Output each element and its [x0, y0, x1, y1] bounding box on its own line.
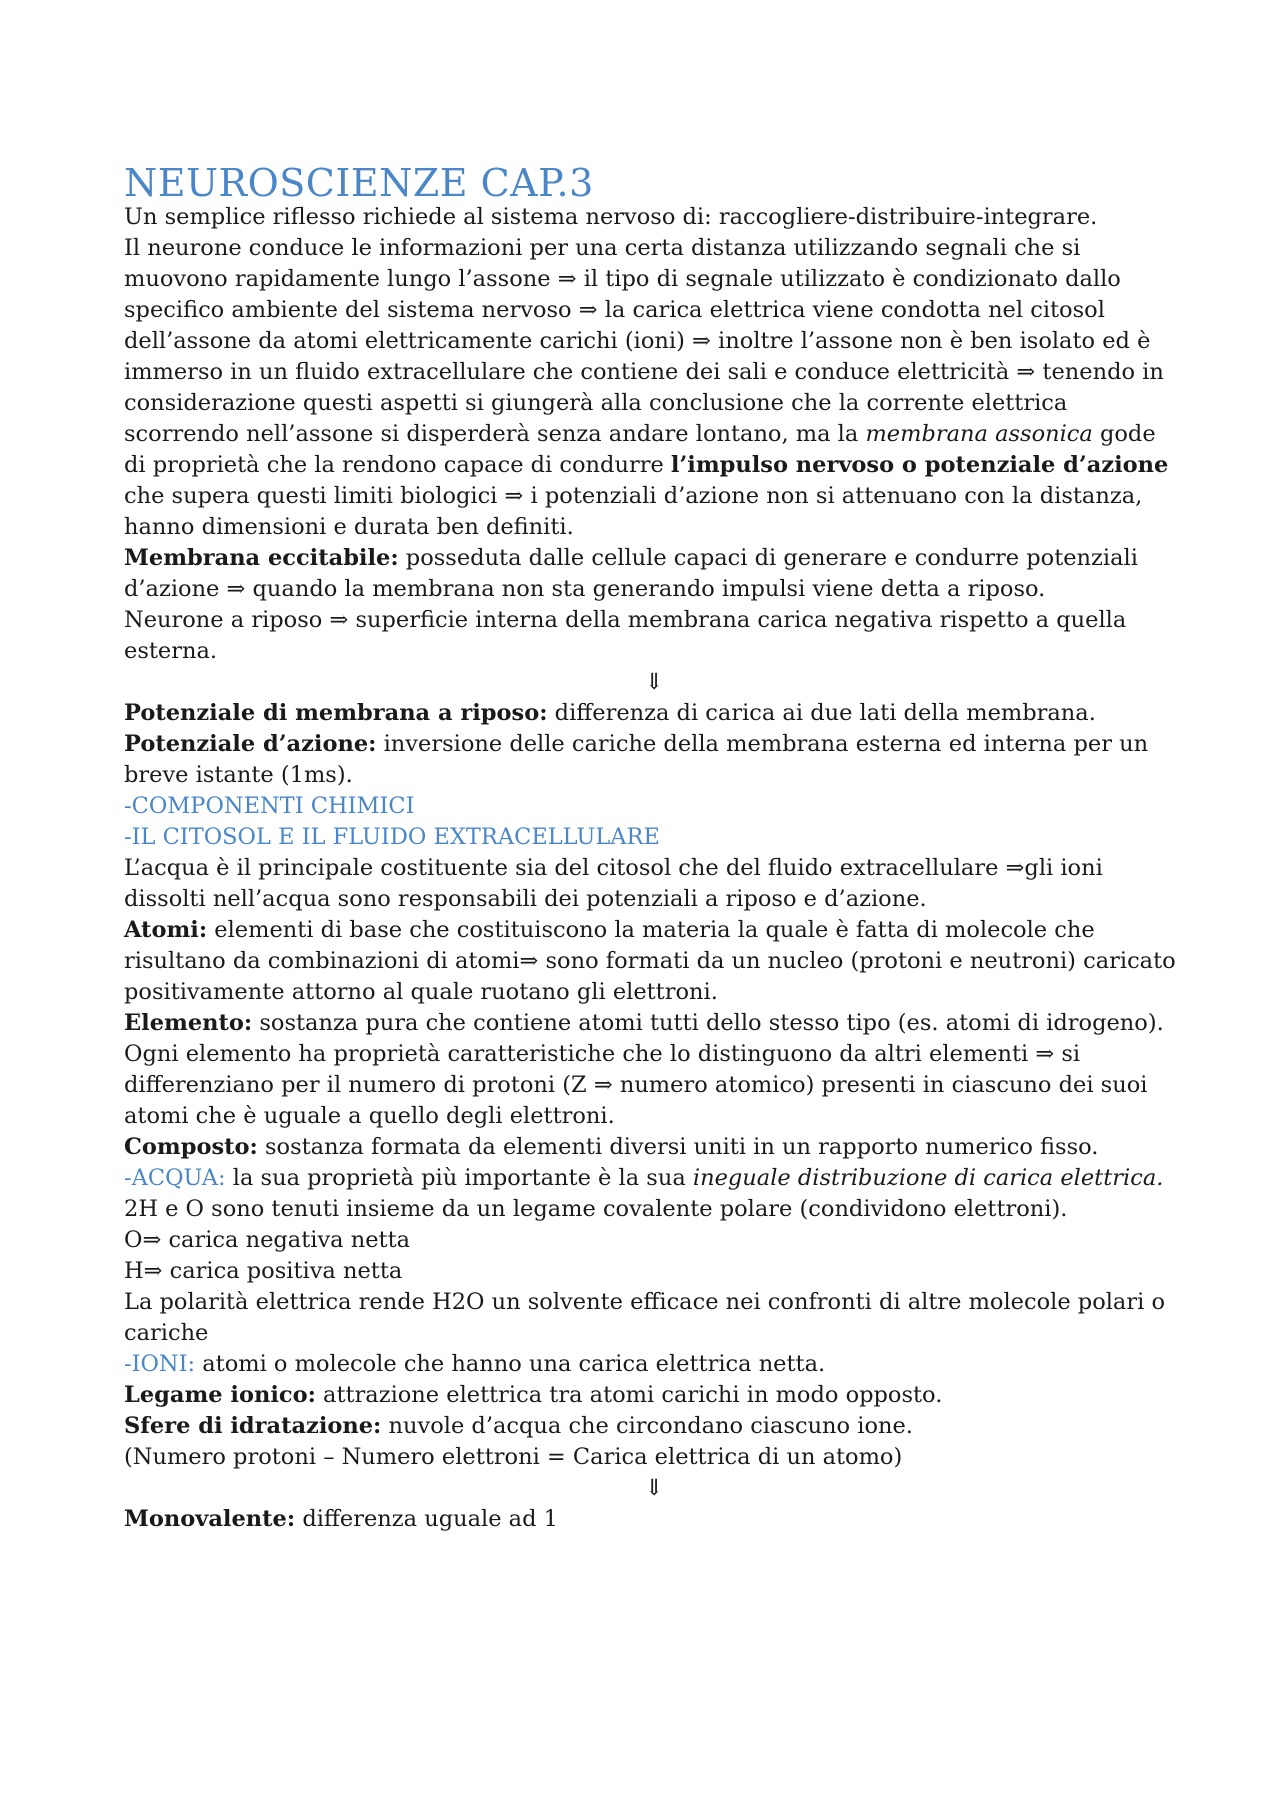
definition-composto — [124, 1132, 1184, 1163]
line-idrogeno: H⇒ carica positiva netta — [124, 1258, 403, 1284]
definition-membrana-eccitabile — [124, 543, 1184, 605]
text-segment: la sua proprietà più importante è la sua — [225, 1165, 693, 1191]
definition-term: Potenziale di membrana a riposo: — [124, 700, 548, 726]
definition-term: Atomi: — [124, 917, 208, 943]
definition-text: sostanza formata da elementi diversi uniti in un rapporto numerico fisso. — [257, 1134, 1099, 1160]
definition-term: Legame ionico: — [124, 1382, 316, 1408]
definition-term: Elemento: — [124, 1010, 253, 1036]
definition-term: Composto: — [124, 1134, 258, 1160]
section-heading-componenti-chimici: -COMPONENTI CHIMICI — [124, 793, 415, 819]
section-ioni — [124, 1349, 1184, 1380]
definition-text: nuvole d’acqua che circondano ciascuno ione. — [381, 1413, 913, 1439]
paragraph-neurone-riposo: Neurone a riposo ⇒ superficie interna della membrana carica negativa rispetto a quella esterna. — [124, 607, 1127, 664]
text-segment: 2H e O sono tenuti insieme da un legame covalente polare (condividono elettroni). — [124, 1196, 1068, 1222]
definition-term: Potenziale d’azione: — [124, 731, 377, 757]
definition-potenziale-riposo — [124, 698, 1184, 729]
section-heading-citosol: -IL CITOSOL E IL FLUIDO EXTRACELLULARE — [124, 824, 660, 850]
definition-text: sostanza pura che contiene atomi tutti dello stesso tipo (es. atomi di idrogeno). Ogni elemento ha proprietà caratteristiche che lo distinguono da altri elementi ⇒ si differenziano per il numero di protoni (Z ⇒ numero atomico) presenti in ciascuno dei suoi atomi che è uguale a quello degli elettroni. — [124, 1010, 1164, 1129]
text-segment: Il neurone conduce le informazioni per una certa distanza utilizzando segnali che si muovono rapidamente lungo l’assone ⇒ il tipo di segnale utilizzato è condizionato dallo specifico ambiente del sistema nervoso ⇒ la carica elettrica viene condotta nel citosol dell’assone da atomi elettricamente carichi (ioni) ⇒ inoltre l’assone non è ben isolato ed è immerso in un fluido extracellulare che contiene dei sali e conduce elettricità ⇒ tenendo in considerazione questi aspetti si giungerà alla conclusione che la corrente elettrica scorrendo nell’assone si disperderà senza andare lontano, ma la — [124, 235, 1164, 447]
definition-monovalente — [124, 1504, 1184, 1535]
paragraph-neurone — [124, 233, 1184, 543]
text-segment: che supera questi limiti biologici ⇒ i potenziali d’azione non si attenuano con la distanza, hanno dimensioni e durata ben definiti. — [124, 483, 1143, 540]
definition-text: differenza uguale ad 1 — [295, 1506, 558, 1532]
arrow-down-icon: ⇓ — [644, 669, 664, 695]
formula-carica: (Numero protoni – Numero elettroni = Carica elettrica di un atomo) — [124, 1444, 903, 1470]
definition-atomi — [124, 915, 1184, 1008]
italic-term-membrana-assonica: membrana assonica — [865, 421, 1093, 447]
paragraph-riflesso: Un semplice riflesso richiede al sistema nervoso di: raccogliere-distribuire-integrare. — [124, 204, 1098, 230]
definition-sfere-idratazione — [124, 1411, 1184, 1442]
paragraph-acqua-intro: L’acqua è il principale costituente sia del citosol che del fluido extracellulare ⇒gli ioni dissolti nell’acqua sono responsabili dei potenziali a riposo e d’azione. — [124, 855, 1103, 912]
text-segment: gode di proprietà che la rendono capace di condurre — [124, 421, 1156, 478]
definition-elemento — [124, 1008, 1184, 1132]
text-segment: atomi o molecole che hanno una carica elettrica netta. — [195, 1351, 826, 1377]
definition-text: attrazione elettrica tra atomi carichi in modo opposto. — [315, 1382, 943, 1408]
document-page — [124, 160, 1184, 1535]
section-label-ioni: -IONI: — [124, 1351, 196, 1377]
bold-term-impulso-nervoso: l’impulso nervoso o potenziale d’azione — [670, 452, 1169, 478]
definition-text: elementi di base che costituiscono la materia la quale è fatta di molecole che risultano da combinazioni di atomi⇒ sono formati da un nucleo (protoni e neutroni) caricato positivamente attorno al quale ruotano gli elettroni. — [124, 917, 1176, 1005]
definition-term: Monovalente: — [124, 1506, 296, 1532]
italic-term-distribuzione: ineguale distribuzione di carica elettrica. — [692, 1165, 1164, 1191]
page-title: NEUROSCIENZE CAP.3 — [124, 161, 594, 205]
definition-term: Sfere di idratazione: — [124, 1413, 382, 1439]
paragraph-polarita: La polarità elettrica rende H2O un solvente efficace nei confronti di altre molecole polari o cariche — [124, 1289, 1165, 1346]
arrow-down-icon: ⇓ — [644, 1475, 664, 1501]
line-ossigeno: O⇒ carica negativa netta — [124, 1227, 411, 1253]
definition-potenziale-azione — [124, 729, 1184, 791]
definition-text: posseduta dalle cellule capaci di generare e condurre potenziali d’azione ⇒ quando la membrana non sta generando impulsi viene detta a riposo. — [124, 545, 1138, 602]
definition-term: Membrana eccitabile: — [124, 545, 399, 571]
definition-text: inversione delle cariche della membrana esterna ed interna per un breve istante (1ms). — [124, 731, 1149, 788]
definition-text: differenza di carica ai due lati della membrana. — [547, 700, 1096, 726]
section-label-acqua: -ACQUA: — [124, 1165, 226, 1191]
section-acqua — [124, 1163, 1184, 1225]
definition-legame-ionico — [124, 1380, 1184, 1411]
